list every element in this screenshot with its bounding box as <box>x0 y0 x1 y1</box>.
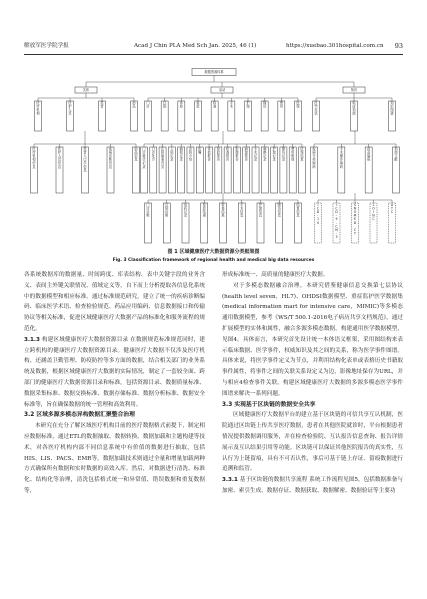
knowledge-child-node-char: 学 <box>314 104 318 109</box>
activity-leaf-node-char: 查 <box>221 206 225 211</box>
activity-leaf-node-char: 手 <box>240 202 244 207</box>
activity-grandchild-node-char: 嘱 <box>198 150 202 155</box>
entity-child-node-char: 员 <box>68 111 72 116</box>
activity-grandchild-node-char: 报 <box>216 154 220 158</box>
entity-grandchild-node-char: 信 <box>57 161 62 166</box>
activity-leaf-node-char: 诊 <box>146 210 150 214</box>
entity-child-node-char: 构 <box>36 111 40 116</box>
knowledge-leaf-node-char: T <box>391 206 393 211</box>
knowledge-child-node-char: 临 <box>352 100 356 105</box>
knowledge-grandchild-node-char: 药 <box>367 146 371 151</box>
entity-child-node-char: 药 <box>132 100 136 105</box>
activity-grandchild-node-char: 处 <box>151 154 155 158</box>
knowledge-leaf-node-char: - <box>335 220 338 225</box>
activity-child-node-char: 诊 <box>146 104 150 109</box>
paragraph: 对于多模态数据融合治理，本研究借鉴健康信息交换第七层协议(health level seven，HL7)、OHDSI数据模型、重症监护医学数据集(medical information mart for intensive care，MIMIC)等多模态通用数据模型，参考《WS/T 500.1-2016电子病历共享文档规范》，通过扩展模型的实体和属性，融合多源多模态数据，构建通用医学数据模型，见图4。具体而言，本研究首先设计统一本体语义框架，采用图结构来表示临床数据、医学事件，权威知识及其之间的关系，称为医学事件图谱。具体来说，将医学事件定义为节点，并利用结构化表单或表格历史书籍取事件属性，将事件之间的关联关系设定义为边，影像地址保存为URL，并与相应4检查事件关联。构建区域健康医疗大数据的多源多模态医学事件图谱来解决一系列问题。 <box>222 282 403 397</box>
knowledge-grandchild-node-char: 南 <box>394 150 398 155</box>
section-heading-3-3 <box>222 400 403 411</box>
activity-leaf-node-char: 检 <box>202 202 206 207</box>
entity-grandchild-node-char: 信 <box>32 161 36 166</box>
activity-leaf-node-char: 结 <box>296 202 300 207</box>
entity-grandchild-node-char: 息 <box>108 164 113 169</box>
activity-grandchild-node-char: 报 <box>244 154 248 158</box>
knowledge-grandchild-node-char: 疾 <box>312 146 316 151</box>
knowledge-child-node-char: 医 <box>314 100 318 105</box>
activity-grandchild-node-char: 记 <box>281 154 286 158</box>
activity-grandchild-node-char: 验 <box>216 150 220 155</box>
entity-grandchild-node-char: 人 <box>83 154 87 158</box>
knowledge-grandchild-node-char: 类 <box>312 157 316 162</box>
knowledge-grandchild-node-char: 编 <box>367 154 371 158</box>
knowledge-grandchild-node-char: 病 <box>312 150 316 155</box>
entity-grandchild-node-char: 信 <box>83 164 87 169</box>
subsection-text: 构建区域健康医疗大数据资源目录 在数据规范标准规范同时，建立跨机构的健康医疗大数据资源目录。健康医疗大数据不仅涉及医疗机构、还涵盖卫勤管理、防疫防控等多方面的数据，结合相关部门的业务系统及数据，根据区域健康医疗大数据的实际情况，制定了一套较全面、跨部门的健康医疗大数据资源目录和标准，包括资源目录、数据质量标准、数据采集标准、数据交换标准、数据存储标准、数据分析标准、数据安全标准等，旨在确保数据的统一管理和高效利用。 <box>24 336 206 408</box>
activity-grandchild-node-char: 告 <box>207 157 211 162</box>
knowledge-grandchild-node-char: 手 <box>339 146 343 151</box>
activity-leaf-node-char: 结 <box>221 210 225 214</box>
activity-grandchild-node-char: 记 <box>272 154 276 158</box>
activity-leaf-node-char: 诊 <box>165 210 169 214</box>
knowledge-child-node-char: 知 <box>390 100 394 105</box>
knowledge-grandchild-node-char: 码 <box>339 164 343 169</box>
knowledge-leaf-node-char: O <box>353 210 357 214</box>
paragraph: 形成标准统一、高质量的健康医疗大数据。 <box>222 272 329 278</box>
knowledge-grandchild-node-char: 品 <box>367 150 371 155</box>
activity-grandchild-node-char: 录 <box>142 164 146 169</box>
activity-grandchild-node-char: 影 <box>235 146 239 151</box>
activity-leaf-node-char: 信 <box>258 210 263 214</box>
activity-grandchild-node-char: 录 <box>170 157 174 162</box>
activity-leaf-node-char: 断 <box>165 213 169 218</box>
entity-child-node-char: 机 <box>36 108 40 112</box>
level1-node-label: 活动 <box>218 88 226 93</box>
activity-grandchild-node-char: 访 <box>281 150 286 155</box>
activity-leaf-node-char: 信 <box>277 210 281 214</box>
activity-grandchild-node-char: 记 <box>142 161 146 166</box>
figure-caption-en: Fig. 3 Classification framework of regional health and medical big data resources <box>112 258 315 263</box>
activity-grandchild-node-char: 医 <box>198 146 202 151</box>
knowledge-grandchild-node-char: 献 <box>394 157 398 162</box>
knowledge-leaf-node-char: A <box>390 202 394 207</box>
activity-leaf-node-char: 记 <box>183 210 188 214</box>
entity-child-node-char: 医 <box>36 100 40 105</box>
activity-leaf-node-char: 术 <box>240 206 244 211</box>
knowledge-leaf-node-char: C <box>353 228 357 232</box>
entity-grandchild-node-char: 断 <box>108 157 113 162</box>
activity-grandchild-node-char: 保 <box>300 150 304 155</box>
knowledge-grandchild-node-char: 分 <box>312 154 316 158</box>
section-number: 3.3 <box>222 401 233 408</box>
activity-leaf-node-char: 住 <box>165 202 169 207</box>
entity-grandchild-node-char: 息 <box>83 168 87 173</box>
knowledge-child-node-char: 谱 <box>390 111 394 116</box>
knowledge-grandchild-node-char: 指 <box>394 146 398 151</box>
knowledge-leaf-node-char: D <box>335 210 338 214</box>
activity-grandchild-node-char: 手 <box>253 146 258 151</box>
entity-child-node-char: 护 <box>68 104 72 109</box>
activity-grandchild-node-char: 记 <box>253 154 258 158</box>
entity-grandchild-node-char: 息 <box>57 164 62 169</box>
knowledge-leaf-node-char: C <box>372 217 375 222</box>
entity-grandchild-node-char: 人 <box>57 154 62 158</box>
activity-leaf-node-char: 息 <box>258 213 263 218</box>
activity-grandchild-node-char: 记 <box>179 154 183 158</box>
classification-figure <box>24 60 403 248</box>
entity-grandchild-node-char: 诊 <box>108 154 113 158</box>
entity-grandchild-node-char: 疾 <box>108 146 113 151</box>
activity-leaf-node-char: 随 <box>277 202 281 207</box>
section-title: 区域多源多模态异构数据汇聚整合治理 <box>36 412 135 419</box>
activity-grandchild-node-char: 病 <box>244 146 248 151</box>
activity-grandchild-node-char: 院 <box>160 150 165 155</box>
knowledge-grandchild-node-char: 编 <box>339 161 343 166</box>
activity-grandchild-node-char: 诊 <box>142 157 146 162</box>
activity-child-node-char: 验 <box>196 104 200 109</box>
activity-child-node-char: 检 <box>213 100 217 105</box>
activity-leaf-node-char: 息 <box>240 213 244 218</box>
knowledge-leaf-node-char: O <box>372 206 375 211</box>
activity-grandchild-node-char: 体 <box>207 146 211 151</box>
knowledge-leaf-node-char: C <box>335 224 338 229</box>
activity-grandchild-node-char: 录 <box>263 157 267 162</box>
knowledge-grandchild-node-char: 操 <box>339 154 343 158</box>
entity-grandchild-node-char: 构 <box>32 157 36 162</box>
knowledge-leaf-node-char: C <box>335 206 338 211</box>
knowledge-leaf-node-char: - <box>335 213 338 218</box>
section-number: 3.2 <box>24 412 35 419</box>
entity-grandchild-node-char: 品 <box>134 150 138 155</box>
activity-grandchild-node-char: 程 <box>179 150 183 155</box>
activity-grandchild-node-char: 院 <box>170 150 174 155</box>
activity-leaf-node-char: 护 <box>258 202 263 207</box>
activity-grandchild-node-char: 术 <box>253 150 258 155</box>
activity-child-node-char: 检 <box>196 100 200 105</box>
entity-child-node-char: 品 <box>132 104 136 109</box>
knowledge-grandchild-node-char: 编 <box>312 161 316 166</box>
knowledge-leaf-node-char: 0 <box>316 220 320 225</box>
activity-grandchild-node-char: 诊 <box>142 150 146 155</box>
knowledge-child-node-char: 南 <box>352 111 356 116</box>
activity-leaf-node-char: 息 <box>296 213 300 218</box>
knowledge-child-node-char: 语 <box>314 111 318 116</box>
activity-child-node-char: 住 <box>163 100 167 105</box>
knowledge-leaf-node-char: C <box>390 210 394 214</box>
activity-grandchild-node-char: 告 <box>235 157 239 162</box>
activity-grandchild-node-char: 算 <box>300 157 304 162</box>
knowledge-leaf-node-char: 1 <box>316 217 320 222</box>
activity-child-node-char: 医 <box>296 100 300 105</box>
knowledge-leaf-node-char: 3 <box>335 235 338 240</box>
activity-grandchild-node-char: 录 <box>179 157 183 162</box>
activity-grandchild-node-char: 费 <box>291 146 295 151</box>
knowledge-leaf-node-char: S <box>353 202 357 207</box>
journal-citation: Acad J Chin PLA Med Sch Jan. 2025, 46 (1) <box>134 43 257 49</box>
knowledge-leaf-node-char: C <box>316 206 320 211</box>
activity-grandchild-node-char: 录 <box>272 157 276 162</box>
knowledge-child-node-char: 床 <box>352 104 356 109</box>
knowledge-grandchild-node-char: 术 <box>339 150 343 155</box>
activity-child-node-char: 费 <box>279 100 283 105</box>
activity-child-node-char: 用 <box>279 104 283 109</box>
activity-grandchild-node-char: 首 <box>160 161 165 166</box>
activity-child-node-char: 护 <box>246 100 250 105</box>
entity-child-node-char: 医 <box>68 100 72 105</box>
right-column <box>222 270 403 497</box>
knowledge-leaf-node-char: N <box>372 213 375 218</box>
activity-grandchild-node-char: 院 <box>188 150 193 155</box>
activity-child-node-char: 术 <box>229 104 233 109</box>
entity-grandchild-node-char: 员 <box>57 157 62 162</box>
activity-grandchild-node-char: 醉 <box>263 150 267 155</box>
activity-child-node-char: 门 <box>146 100 150 105</box>
activity-leaf-node-char: 信 <box>240 210 244 214</box>
activity-grandchild-node-char: 出 <box>188 146 193 151</box>
knowledge-leaf-node-char: E <box>353 217 357 222</box>
activity-grandchild-node-char: 方 <box>151 157 155 162</box>
knowledge-leaf-node-char: M <box>335 228 338 232</box>
journal-url[interactable]: https://xuebao.301hospital.com.cn <box>286 43 384 49</box>
activity-leaf-node-char: 院 <box>165 206 169 211</box>
knowledge-leaf-node-char: 9 <box>335 217 338 222</box>
activity-grandchild-node-char: 护 <box>272 146 276 151</box>
section-number: 3.1.3 <box>24 336 40 343</box>
section-number: 3.3.1 <box>222 477 238 484</box>
activity-leaf-node-char: 药 <box>183 206 188 211</box>
activity-child-node-char: 体 <box>179 100 183 105</box>
entity-grandchild-node-char: 护 <box>57 150 62 155</box>
knowledge-grandchild-node-char: 码 <box>367 157 371 162</box>
left-column <box>24 270 205 497</box>
paragraph: 各系统数据库的数据量、时间跨度、库表结构、表中关键字段的业务含义、表间主外键关联情况、值域定义等，自下而上分析提取各信息化系统中的数据模型和相应标准。通过标准规范研究，建立了统一的疾病诊断编码、临床医学术语、检查检验规范、药品应用编码、信息数据接口和传输协议等相关标准，促进区域健康医疗大数据产品的标准化和服务流程的规范化。 <box>24 272 205 332</box>
activity-grandchild-node-char: 案 <box>160 157 165 162</box>
activity-grandchild-node-char: 检 <box>207 150 211 155</box>
activity-grandchild-node-char: 录 <box>281 157 286 162</box>
activity-grandchild-node-char: 记 <box>170 154 174 158</box>
activity-grandchild-node-char: 细 <box>291 157 295 162</box>
activity-grandchild-node-char: 报 <box>226 154 230 158</box>
entity-grandchild-node-char: 信 <box>134 154 138 158</box>
paragraph: 区域健康医疗大数据平台的建立基于区块链的可信共享互认机制，医院通过区块链上传共享医疗数据，患者在其他医院就诊时，平台根据患者情况提供数据调用服务，并在检查检验院、互认报告信息查询、报告详情展示及互认结果引用等功能。区块链可以保证其他医院报告的真实性，互认行为上链留痕，具有不可否认性，事后可基于链上存证、留痕数据进行追溯和监管。 <box>222 412 403 473</box>
activity-grandchild-node-char: 查 <box>226 150 230 155</box>
activity-grandchild-node-char: 理 <box>272 150 276 155</box>
activity-child-node-char: 理 <box>246 104 250 109</box>
knowledge-leaf-node-char: I <box>317 202 319 207</box>
knowledge-grandchild-node-char: 作 <box>339 157 343 162</box>
activity-leaf-node-char: 息 <box>277 213 281 218</box>
activity-grandchild-node-char: 用 <box>291 150 295 155</box>
activity-leaf-node-char: 理 <box>258 206 263 211</box>
activity-leaf-node-char: 验 <box>202 206 206 211</box>
activity-grandchild-node-char: 就 <box>142 154 146 158</box>
header-rule <box>24 54 403 55</box>
knowledge-leaf-node-char: - <box>335 231 338 236</box>
activity-grandchild-node-char: 医 <box>300 146 304 151</box>
root-node-label: 数据资源体系 <box>204 70 224 75</box>
knowledge-child-node-char: 指 <box>352 108 356 112</box>
activity-child-node-char: 手 <box>229 100 233 105</box>
activity-grandchild-node-char: 理 <box>244 150 248 155</box>
activity-grandchild-node-char: 检 <box>216 146 220 151</box>
activity-leaf-node-char: 录 <box>183 213 188 218</box>
activity-grandchild-node-char: 结 <box>188 157 193 162</box>
activity-leaf-node-char: 用 <box>183 202 188 207</box>
entity-grandchild-node-char: 患 <box>83 146 87 151</box>
activity-grandchild-node-char: 门 <box>151 146 155 151</box>
activity-leaf-node-char: 算 <box>296 206 300 211</box>
activity-grandchild-node-char: 报 <box>235 154 239 158</box>
entity-grandchild-node-char: 息 <box>32 164 36 169</box>
tree-diagram <box>24 60 403 248</box>
knowledge-leaf-node-char: - <box>317 213 319 218</box>
activity-grandchild-node-char: 报 <box>207 154 211 158</box>
paragraph: 本研究在充分了解区域医疗机构目前的医疗数据格式前提下，制定相应数据标准，通过ETL的数据抽取、数据转换、数据加载和主题构建等技术，对各医疗机构内部不同信息系统中有价值的数据进行抽取，包括HIS、LIS、PACS、EMR等。数据加载技术则通过全量和增量加载两种方式确保所有数据和实时数据的高效入库。然后，对数据进行清洗、标准化、结构化等治理，清洗包括格式统一和异常值、错误数据和重复数据等， <box>24 423 205 494</box>
activity-leaf-node-char: 检 <box>221 202 225 207</box>
activity-grandchild-node-char: 随 <box>281 146 286 151</box>
entity-grandchild-node-char: 疗 <box>32 150 36 155</box>
activity-grandchild-node-char: 告 <box>216 157 220 162</box>
figure-caption-cn: 图 1 区域健康医疗大数据资源分类框架图 <box>167 249 260 255</box>
knowledge-leaf-node-char: N <box>353 206 357 211</box>
entity-grandchild-node-char: 机 <box>32 154 36 158</box>
activity-grandchild-node-char: 麻 <box>263 146 267 151</box>
activity-child-node-char: 院 <box>163 104 167 109</box>
knowledge-leaf-node-char: L <box>372 202 375 207</box>
activity-leaf-node-char: 门 <box>146 202 150 207</box>
entity-grandchild-node-char: 医 <box>32 146 36 151</box>
activity-child-node-char: 查 <box>213 104 217 109</box>
entity-child-node-char: 者 <box>100 104 104 109</box>
entity-child-node-char: 疗 <box>36 104 40 109</box>
activity-grandchild-node-char: 病 <box>179 146 183 151</box>
knowledge-leaf-node-char: D <box>316 210 320 214</box>
subsection-3-3-1 <box>222 475 403 497</box>
activity-grandchild-node-char: 录 <box>253 157 258 162</box>
activity-child-node-char: 访 <box>263 104 267 109</box>
level1-node-label: 知识 <box>350 88 358 93</box>
activity-child-node-char: 随 <box>263 100 267 105</box>
entity-grandchild-node-char: 口 <box>83 157 87 162</box>
activity-grandchild-node-char: 明 <box>291 154 295 158</box>
entity-grandchild-node-char: 者 <box>83 150 87 155</box>
knowledge-leaf-node-char: D <box>353 220 357 225</box>
activity-leaf-node-char: 访 <box>277 206 281 211</box>
activity-grandchild-node-char: 小 <box>188 154 193 158</box>
activity-child-node-char: 检 <box>179 104 183 109</box>
knowledge-leaf-node-char: T <box>354 231 356 236</box>
knowledge-grandchild-node-char: 码 <box>312 164 316 169</box>
running-header <box>24 40 403 52</box>
page-number: 93 <box>394 42 403 50</box>
knowledge-leaf-node-char: I <box>373 210 374 214</box>
activity-grandchild-node-char: 记 <box>263 154 267 158</box>
activity-leaf-node-char: 果 <box>221 213 225 218</box>
entity-grandchild-node-char: 病 <box>108 150 113 155</box>
entity-grandchild-node-char: 息 <box>134 157 138 162</box>
entity-grandchild-node-char: 药 <box>134 146 138 151</box>
entity-grandchild-node-char: 信 <box>108 161 113 166</box>
entity-grandchild-node-char: 医 <box>57 146 62 151</box>
journal-name: 解放军医学院学报 <box>24 43 69 49</box>
activity-leaf-node-char: 结 <box>202 210 206 214</box>
knowledge-leaf-node-char: M <box>353 213 357 218</box>
activity-grandchild-node-char: 像 <box>235 150 239 155</box>
entity-child-node-char: 患 <box>100 100 104 105</box>
knowledge-child-node-char: 图 <box>390 108 394 112</box>
knowledge-grandchild-node-char: 文 <box>394 154 398 158</box>
knowledge-child-node-char: 术 <box>314 108 318 112</box>
activity-leaf-node-char: 信 <box>296 210 300 214</box>
section-heading-3-2 <box>24 410 205 421</box>
activity-grandchild-node-char: 门 <box>142 146 146 151</box>
knowledge-leaf-node-char: I <box>336 202 337 207</box>
activity-grandchild-node-char: 告 <box>226 157 230 162</box>
activity-grandchild-node-char: 病 <box>160 154 165 158</box>
subsection-text: 基于区块链的数据共享流程 系统工作流程见图5，包括数据准备与加密、索引生成、数据存证、数据获取、数据解密、数据验证等主要功 <box>222 477 403 494</box>
subsection-3-1-3 <box>24 335 205 411</box>
activity-grandchild-node-char: 住 <box>160 146 165 151</box>
activity-grandchild-node-char: 入 <box>170 146 174 151</box>
activity-leaf-node-char: 断 <box>146 213 150 218</box>
entity-grandchild-node-char: 学 <box>83 161 87 166</box>
activity-child-node-char: 保 <box>296 104 300 109</box>
activity-grandchild-node-char: 诊 <box>151 150 155 155</box>
knowledge-child-node-char: 识 <box>390 104 394 109</box>
activity-leaf-node-char: 果 <box>202 213 206 218</box>
section-title: 实现基于区块链的数据安全共享 <box>234 401 316 408</box>
activity-leaf-node-char: 诊 <box>146 206 150 211</box>
activity-grandchild-node-char: 告 <box>244 157 248 162</box>
entity-child-node-char: 人 <box>68 108 72 112</box>
activity-grandchild-node-char: 检 <box>226 146 230 151</box>
activity-grandchild-node-char: 页 <box>160 164 165 169</box>
level1-node-label: 实体 <box>82 88 90 93</box>
activity-grandchild-node-char: 结 <box>300 154 304 158</box>
